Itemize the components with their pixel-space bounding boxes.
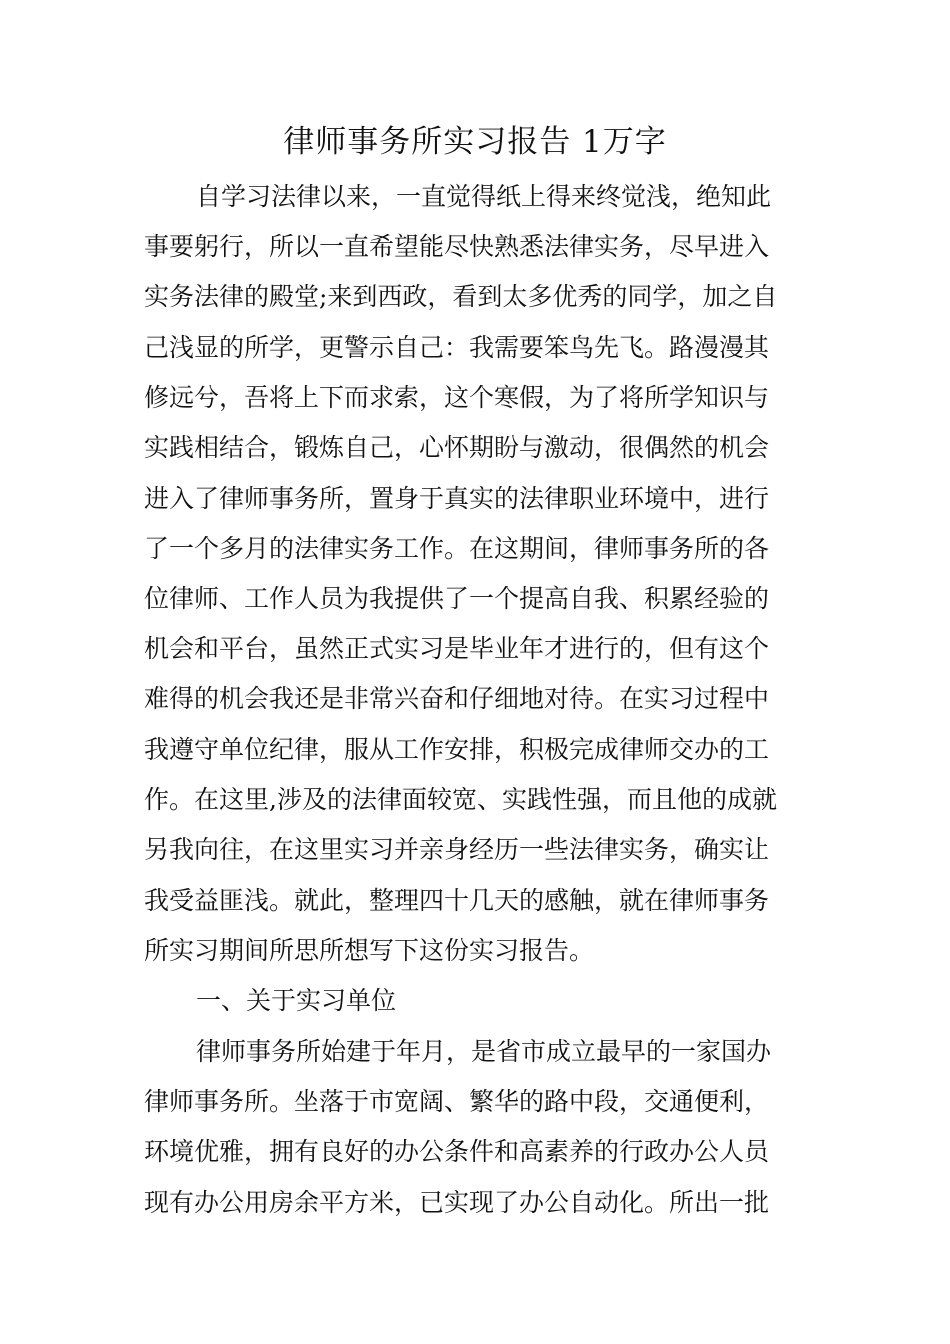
paragraph-line: 事要躬行，所以一直希望能尽快熟悉法律实务，尽早进入 [144, 232, 770, 261]
paragraph-line: 实践相结合，锻炼自己，心怀期盼与激动，很偶然的机会 [144, 433, 770, 462]
paragraph-line: 实务法律的殿堂;来到西政，看到太多优秀的同学，加之自 [144, 282, 778, 311]
paragraph-line: 现有办公用房余平方米，已实现了办公自动化。所出一批 [144, 1188, 770, 1217]
section-heading: 一、关于实习单位 [196, 986, 397, 1015]
paragraph-line: 环境优雅，拥有良好的办公条件和高素养的行政办公人员 [144, 1137, 770, 1166]
paragraph-line: 律师事务所始建于年月，是省市成立最早的一家国办 [196, 1037, 772, 1066]
paragraph-line: 机会和平台，虽然正式实习是毕业年才进行的，但有这个 [144, 634, 770, 663]
paragraph-line: 难得的机会我还是非常兴奋和仔细地对待。在实习过程中 [144, 684, 770, 713]
paragraph-line: 我遵守单位纪律，服从工作安排，积极完成律师交办的工 [144, 735, 770, 764]
paragraph-line: 修远兮，吾将上下而求索，这个寒假，为了将所学知识与 [144, 383, 770, 412]
paragraph-line: 己浅显的所学，更警示自己：我需要笨鸟先飞。路漫漫其 [144, 333, 770, 362]
document-title: 律师事务所实习报告 1万字 [283, 124, 667, 160]
paragraph-line: 位律师、工作人员为我提供了一个提高自我、积累经验的 [144, 584, 770, 613]
paragraph-line: 作。在这里,涉及的法律面较宽、实践性强，而且他的成就 [144, 785, 777, 814]
paragraph-line: 另我向往，在这里实习并亲身经历一些法律实务，确实让 [144, 835, 770, 864]
paragraph-line: 所实习期间所思所想写下这份实习报告。 [144, 936, 595, 965]
paragraph-line: 律师事务所。坐落于市宽阔、繁华的路中段，交通便利， [144, 1087, 770, 1116]
paragraph-line: 进入了律师事务所，置身于真实的法律职业环境中，进行 [144, 484, 770, 513]
paragraph-line: 自学习法律以来，一直觉得纸上得来终觉浅，绝知此 [196, 182, 772, 211]
paragraph-line: 我受益匪浅。就此，整理四十几天的感触，就在律师事务 [144, 886, 770, 915]
paragraph-line: 了一个多月的法律实务工作。在这期间，律师事务所的各 [144, 534, 770, 563]
